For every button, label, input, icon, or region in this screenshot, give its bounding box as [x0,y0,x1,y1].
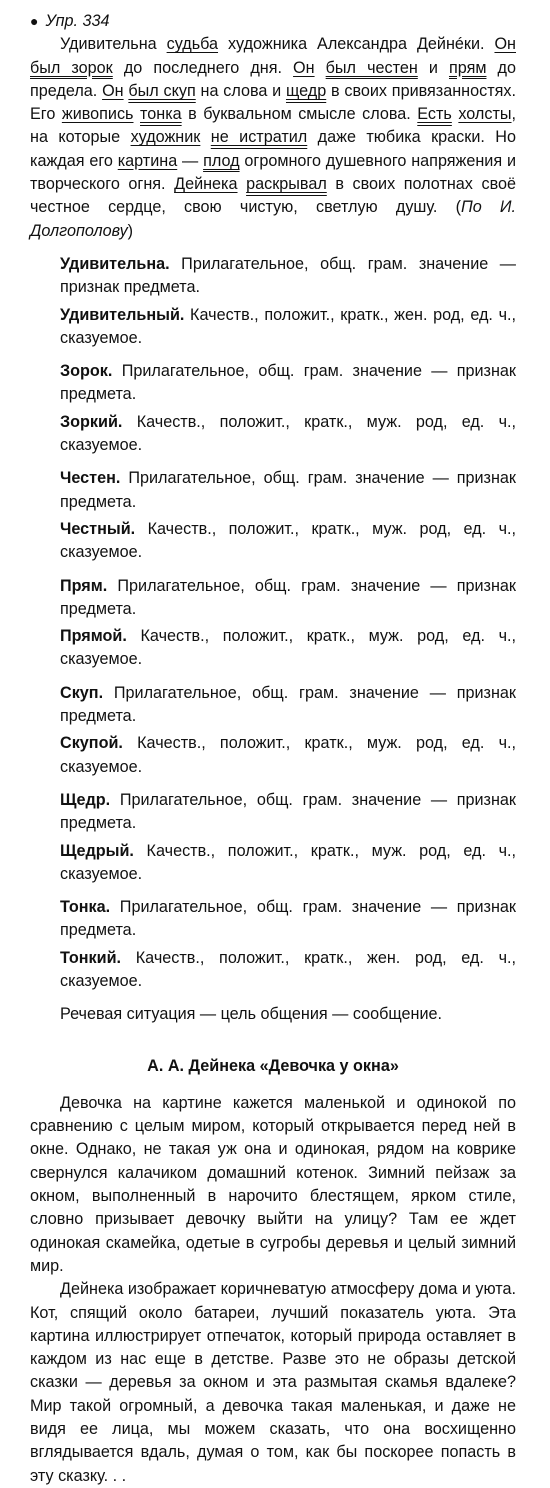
bullet-icon: ● [30,13,39,29]
analysis-pair [30,360,516,457]
analysis-pair [30,253,516,350]
predicate-word: был скуп [128,81,196,100]
speech-situation: Речевая ситуация — цель общения — сообщение. [60,1005,443,1024]
analysis-entry: Зорок. Прилагательное, общ. грам. значение — признак предмета. [60,362,516,404]
subject-word: Он [293,58,315,77]
analysis-entry: Скупой. Качеств., положит., кратк., муж. род, ед. ч., сказуемое. [60,734,516,776]
analysis-entry: Тонкий. Качеств., положит., кратк., жен. род, ед. ч., сказуемое. [60,948,516,990]
subject-word: судьба [166,35,219,54]
subject-word: картина [117,151,178,170]
predicate-word: щедр [285,81,327,100]
analysis-entry: Щедрый. Качеств., положит., кратк., муж. род, ед. ч., сказуемое. [60,841,516,883]
subject-word: Он [494,35,516,54]
analysis-entry: Честен. Прилагательное, общ. грам. значение — признак предмета. [60,469,516,511]
analysis-entry: Щедр. Прилагательное, общ. грам. значение — признак предмета. [60,790,516,833]
word-analysis [30,253,516,993]
analysis-pair [30,467,516,564]
predicate-word: тонка [140,105,182,124]
predicate-word: плод [203,151,240,170]
subject-word: Он [102,81,124,100]
analysis-pair [30,682,516,779]
analysis-pair [30,896,516,993]
subject-word: живопись [61,105,134,124]
analysis-entry: Прям. Прилагательное, общ. грам. значение — признак предмета. [60,576,516,618]
analysis-pair [30,575,516,672]
analysis-pair [30,789,516,886]
exercise-label: Упр. 334 [45,12,110,30]
analysis-entry: Честный. Качеств., положит., кратк., муж. род, ед. ч., сказуемое. [60,519,516,562]
section-title: А. А. Дейнека «Девочка у окна» [147,1056,399,1075]
predicate-word: был зорок [30,58,113,77]
predicate-word: прям [448,58,487,77]
analysis-entry: Прямой. Качеств., положит., кратк., муж. род, ед. ч., сказуемое. [60,627,516,669]
essay-paragraph: Дейнека изображает коричневатую атмосферу дома и уюта. Кот, спящий около батареи, лучший показатель уюта. Эта картина иллюстрирует отпечаток, который природа оставляет в каждом из нас еще в детстве. Разве это не образы детской сказки — деревья за окном и эта размытая скамья вдалеке? Мир такой огромный, а девочка такая маленькая, и даже не видя ее лица, мы можем сказать, что она восхищенно вглядывается вдаль, думая о том, как бы поскорее попасть в эту сказку. . . [30,1280,516,1485]
predicate-word: был честен [325,58,418,77]
analysis-entry: Удивительна. Прилагательное, общ. грам. значение — признак предмета. [60,254,516,297]
analysis-entry: Скуп. Прилагательное, общ. грам. значение — признак предмета. [60,683,516,726]
predicate-word: раскрывал [246,175,327,194]
predicate-word: не истратил [210,128,308,147]
analysis-entry: Зоркий. Качеств., положит., кратк., муж. род, ед. ч., сказуемое. [60,412,516,455]
source-attribution: По И. Долгополову [30,198,516,240]
analysis-entry: Удивительный. Качеств., положит., кратк., жен. род, ед. ч., сказуемое. [60,305,516,347]
predicate-word: Есть [417,105,452,124]
subject-word: художник [130,128,201,147]
essay [30,1092,516,1488]
analysis-entry: Тонка. Прилагательное, общ. грам. значение — признак предмета. [60,898,516,940]
subject-word: Дейнека [174,175,238,194]
essay-paragraph: Девочка на картине кажется маленькой и одинокой по сравнению с целым миром, который открывается перед ней в окне. Однако, не такая уж она и одинокая, рядом на коврике свернулся калачиком домашний котенок. Зимний пейзаж за окном, выполненный в нарочито блестящем, ярком стиле, словно призывает девочку выйти на улицу? Там ее ждет одинокая скамейка, одетые в сугробы деревья и целый зимний мир. [30,1093,516,1275]
subject-word: холсты [458,105,512,124]
exercise-header [30,10,516,33]
exercise-text: Удивительна судьба художника Александра Дейнéки. Он был зорок до последнего дня. Он был честен и прям до предела. Он был скуп на слова и щедр в своих привязанностях. Его живопись тонка в буквальном смысле слова. Есть холсты, на которые художник не истратил даже тюбика краски. Но каждая его картина — плод огромного душевного напряжения и творческого огня. Дейнека раскрывал в своих полотнах своё честное сердце, свою чистую, светлую душу. (По И. Долгополову) [30,35,517,240]
